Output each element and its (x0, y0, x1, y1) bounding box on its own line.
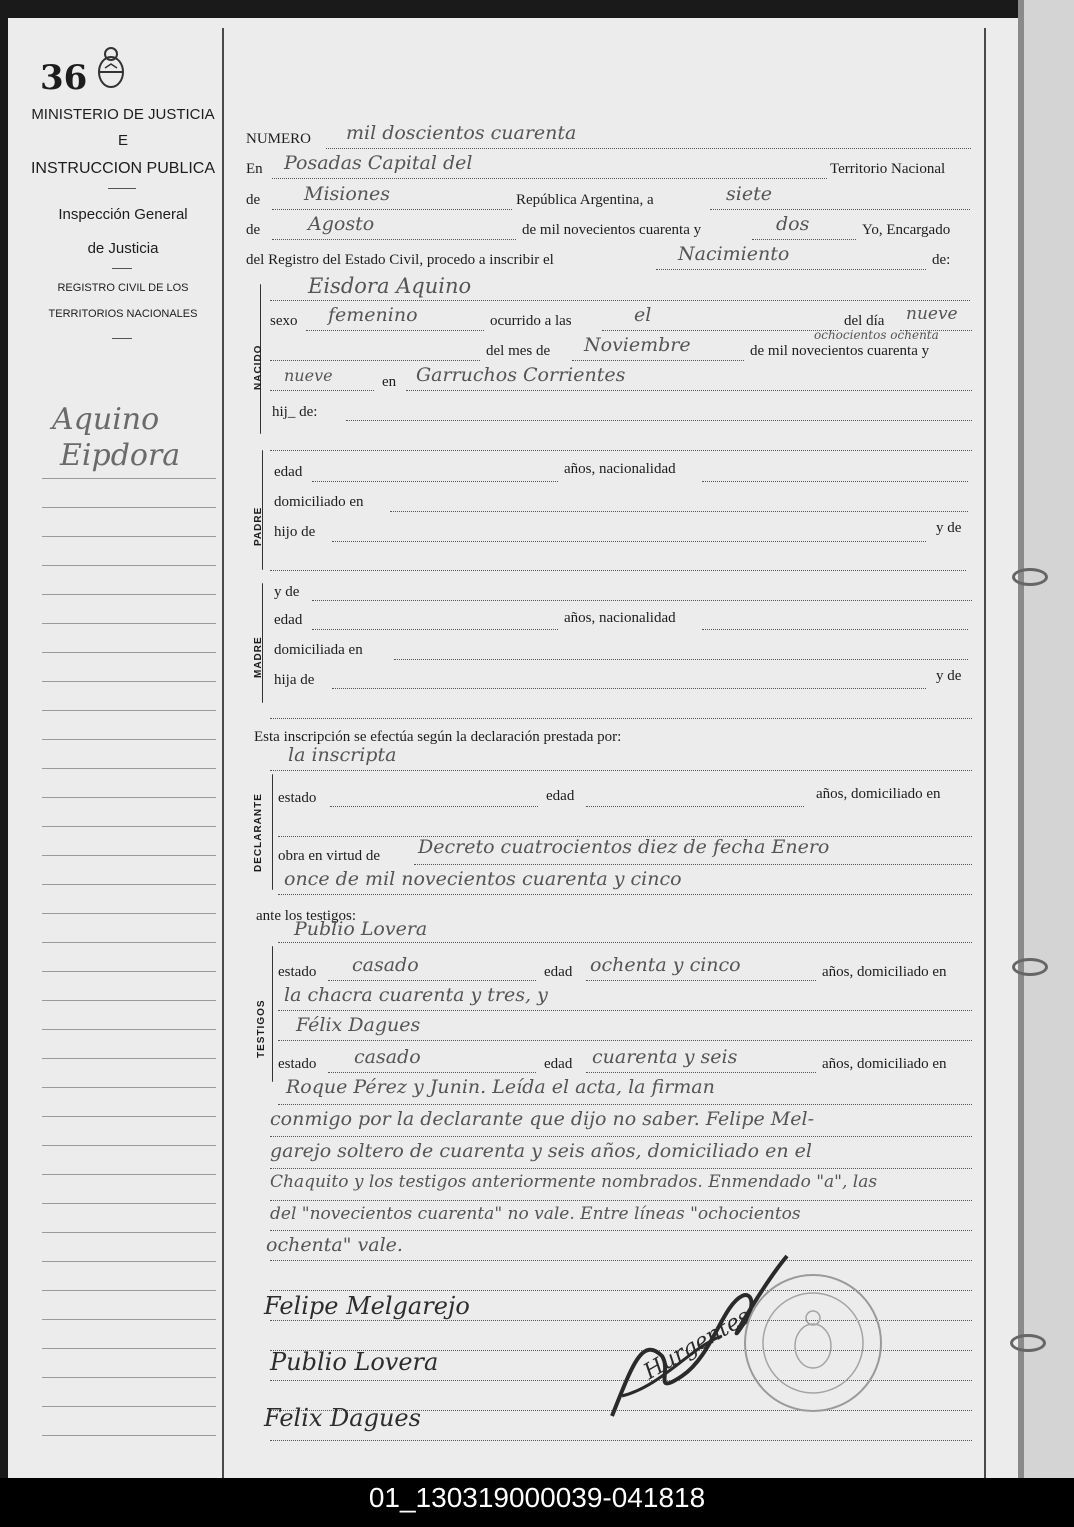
year-text: de mil novecientos cuarenta y (522, 222, 702, 238)
stub-ruled-line (42, 1116, 216, 1117)
stub-ruled-line (42, 594, 216, 595)
declarante-estado-label: estado (278, 790, 317, 806)
testigo2-estado: casado (354, 1046, 421, 1068)
stub-ruled-line (42, 681, 216, 682)
inspection-line-1: Inspección General (58, 206, 188, 223)
note-line-4: Chaquito y los testigos anteriormente nombrados. Enmendado "a", las (270, 1172, 878, 1192)
stub-ruled-line (42, 1435, 216, 1436)
dia-value: siete (726, 183, 772, 205)
margin-given-name: Eipdora (60, 438, 181, 473)
nombre-value: Eisdora Aquino (308, 274, 472, 298)
stub-ruled-line (42, 1377, 216, 1378)
declarante-anos-label: años, domiciliado en (816, 786, 941, 802)
testigos-brace (272, 946, 273, 1082)
stub-ruled-line (42, 1261, 216, 1262)
del-mes-label: del mes de (486, 343, 551, 359)
note-line-5: del "novecientos cuarenta" no vale. Entre líneas "ochocientos (270, 1204, 801, 1224)
encargado-text: Yo, Encargado (862, 222, 951, 238)
stub-divider (222, 28, 224, 1478)
testigos-label: ante los testigos: (256, 908, 356, 924)
note-line-6: ochenta" vale. (266, 1234, 403, 1256)
registro-text: del Registro del Estado Civil, procedo a inscribir el (246, 252, 554, 268)
right-margin-rule (984, 28, 986, 1478)
sexo-value: femenino (328, 304, 418, 326)
year-nac-value: nueve (284, 366, 333, 385)
ministry-line-3: INSTRUCCION PUBLICA (30, 160, 216, 177)
inspection-line-2: de Justicia (87, 240, 159, 257)
ministry-line-1: MINISTERIO DE JUSTICIA (31, 106, 215, 123)
madre-domiciliada-label: domiciliada en (274, 642, 363, 658)
testigo1-edad: ochenta y cinco (590, 954, 741, 976)
padre-anos-label: años, nacionalidad (564, 461, 676, 477)
madre-hija-de-label: hija de (274, 672, 315, 688)
testigo2-anos-label: años, domiciliado en (822, 1056, 947, 1072)
adjacent-page-edge (1018, 0, 1074, 1480)
year-value: dos (776, 213, 810, 235)
image-caption: 01_130319000039-041818 (0, 1478, 1074, 1527)
stub-ruled-line (42, 652, 216, 653)
madre-y-de-label-2: y de (936, 668, 962, 684)
stub-ruled-line (42, 1406, 216, 1407)
nacido-tag: NACIDO (253, 344, 264, 390)
stub-ruled-line (42, 536, 216, 537)
stub-ruled-line (42, 768, 216, 769)
stub-ruled-line (42, 565, 216, 566)
margin-surname: Aquino (52, 402, 160, 437)
declarante-brace (272, 774, 273, 890)
testigo1-anos-label: años, domiciliado en (822, 964, 947, 980)
madre-edad-label: edad (274, 612, 303, 628)
signature-lovera: Publio Lovera (270, 1348, 439, 1376)
stub-ruled-line (42, 1290, 216, 1291)
mes-nac-value: Noviembre (584, 334, 691, 356)
stub-ruled-line (42, 855, 216, 856)
stub-ruled-line (42, 971, 216, 972)
signature-dagues: Felix Dagues (264, 1404, 421, 1432)
padre-tag: PADRE (253, 506, 264, 546)
signature-melgarejo: Felipe Melgarejo (264, 1292, 470, 1320)
numero-label: NUMERO (246, 131, 312, 147)
en-word: en (382, 374, 397, 390)
de-label-2: de (246, 222, 261, 238)
stub-ruled-line (42, 1232, 216, 1233)
testigo1-dom: la chacra cuarenta y tres, y (284, 984, 548, 1006)
madre-anos-label: años, nacionalidad (564, 610, 676, 626)
stub-ruled-line (42, 623, 216, 624)
territory-value: Misiones (304, 183, 391, 205)
stub-ruled-line (42, 739, 216, 740)
stub-ruled-line (42, 1000, 216, 1001)
de-label: de (246, 192, 261, 208)
sexo-label: sexo (270, 313, 298, 329)
declarante-value: la inscripta (288, 744, 397, 766)
obra-label: obra en virtud de (278, 848, 381, 864)
official-signature-text: Hurgentes (639, 1304, 755, 1385)
stub-ruled-line (42, 1319, 216, 1320)
stub-ruled-line (42, 710, 216, 711)
testigo1-edad-label: edad (544, 964, 573, 980)
dia-nac-value: nueve (906, 304, 958, 324)
stub-ruled-line (42, 478, 216, 479)
note-line-2: conmigo por la declarante que dijo no saber. Felipe Mel- (270, 1108, 814, 1130)
stub-ruled-line (42, 1058, 216, 1059)
stub-ruled-line (42, 1145, 216, 1146)
madre-tag: MADRE (253, 636, 264, 678)
coat-of-arms-icon (96, 46, 126, 97)
divider (112, 268, 132, 269)
registry-line-2: TERRITORIOS NACIONALES (48, 308, 198, 320)
territorio-label: Territorio Nacional (830, 161, 946, 177)
divider (108, 188, 136, 189)
testigo2-edad-label: edad (544, 1056, 573, 1072)
testigo2-estado-label: estado (278, 1056, 317, 1072)
testigo2-nombre: Félix Dagues (296, 1014, 421, 1036)
testigos-tag: TESTIGOS (256, 999, 267, 1058)
hij-label: hij_ de: (272, 404, 318, 420)
numero-value: mil doscientos cuarenta (346, 122, 577, 144)
note-line-1: Roque Pérez y Junin. Leída el acta, la firman (286, 1076, 715, 1098)
stub-ruled-line (42, 797, 216, 798)
testigo1-nombre: Publio Lovera (294, 918, 428, 940)
registry-line-1: REGISTRO CIVIL DE LOS (57, 282, 189, 294)
obra-value-1: Decreto cuatrocientos diez de fecha Enero (418, 836, 830, 858)
mil-nov-label: de mil novecientos cuarenta y (750, 343, 930, 359)
stub-ruled-line (42, 913, 216, 914)
declarante-tag: DECLARANTE (253, 793, 264, 872)
inscripcion-text: Esta inscripción se efectúa según la declaración prestada por: (254, 729, 622, 745)
binder-ring-icon (1010, 1334, 1046, 1352)
binder-ring-icon (1012, 568, 1048, 586)
stub-ruled-line (42, 1203, 216, 1204)
register-page (8, 18, 1018, 1478)
en-label: En (246, 161, 263, 177)
stub-ruled-line (42, 942, 216, 943)
madre-y-de-label: y de (274, 584, 300, 600)
de-colon-label: de: (932, 252, 951, 268)
obra-value-2: once de mil novecientos cuarenta y cinco (284, 868, 682, 890)
stub-ruled-line (42, 507, 216, 508)
divider (112, 338, 132, 339)
testigo1-estado: casado (352, 954, 419, 976)
official-seal-icon (742, 1272, 884, 1419)
note-line-3: garejo soltero de cuarenta y seis años, domiciliado en el (270, 1140, 812, 1162)
stub-ruled-line (42, 1348, 216, 1349)
stub-ruled-line (42, 884, 216, 885)
acto-value: Nacimiento (678, 243, 790, 265)
binder-ring-icon (1012, 958, 1048, 976)
stub-ruled-line (42, 1087, 216, 1088)
correction-note: ochocientos ochenta (814, 328, 939, 342)
testigo1-estado-label: estado (278, 964, 317, 980)
en-value: Posadas Capital del (284, 152, 473, 174)
stub-ruled-line (42, 1174, 216, 1175)
hora-value: el (634, 304, 652, 326)
stub-ruled-line (42, 826, 216, 827)
ministry-line-2: E (117, 132, 128, 149)
ocurrido-label: ocurrido a las (490, 313, 572, 329)
padre-y-de-label: y de (936, 520, 962, 536)
mes-value: Agosto (308, 213, 375, 235)
lugar-value: Garruchos Corrientes (416, 364, 626, 386)
declarante-edad-label: edad (546, 788, 575, 804)
folio-number: 36 (40, 58, 88, 98)
republica-label: República Argentina, a (516, 192, 654, 208)
padre-domiciliado-label: domiciliado en (274, 494, 364, 510)
stub-ruled-line (42, 1029, 216, 1030)
del-dia-label: del día (844, 313, 885, 329)
testigo2-edad: cuarenta y seis (592, 1046, 738, 1068)
padre-edad-label: edad (274, 464, 303, 480)
padre-hijo-de-label: hijo de (274, 524, 316, 540)
